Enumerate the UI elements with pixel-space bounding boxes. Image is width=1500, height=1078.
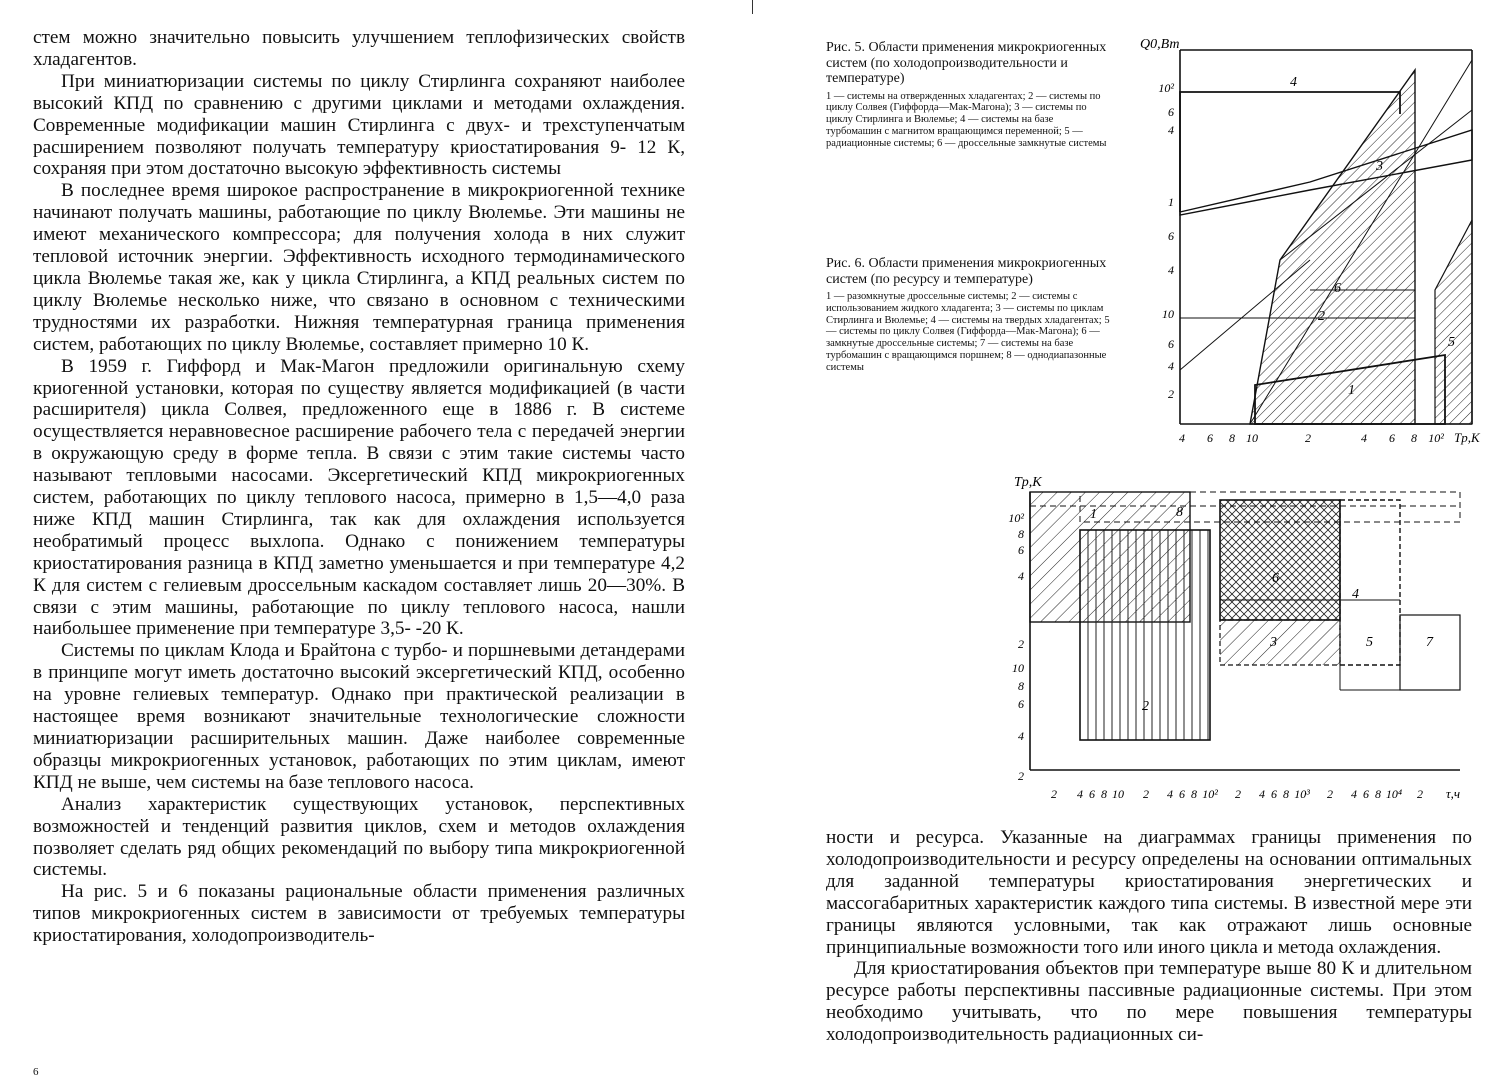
fig5-y-tick: 2 [1168, 387, 1174, 401]
fig6-x-tick: 6 [1271, 787, 1277, 801]
fig5-x-tick: 8 [1411, 431, 1417, 445]
fig6-x-tick: 8 [1283, 787, 1289, 801]
fig6-y-tick: 8 [1018, 527, 1024, 541]
figure-5-diagram [1130, 30, 1500, 450]
fig5-y-tick: 6 [1168, 337, 1174, 351]
fig5-y-ticks [1158, 81, 1174, 401]
fig6-x-tick: 2 [1051, 787, 1057, 801]
fig6-x-tick: 10³ [1294, 787, 1310, 801]
fig6-y-tick: 8 [1018, 679, 1024, 693]
fig5-y-tick: 10² [1158, 81, 1174, 95]
fig6-label-1: 1 [1090, 507, 1097, 522]
fig5-y-tick: 10 [1162, 307, 1174, 321]
fig5-x-tick: 4 [1361, 431, 1367, 445]
fig6-region-3 [1220, 620, 1340, 665]
fig6-label-3: 3 [1270, 635, 1277, 650]
fig6-y-tick: 6 [1018, 543, 1024, 557]
fig5-label-5: 5 [1448, 335, 1455, 350]
fig5-x-tick: 10² [1428, 431, 1444, 445]
paragraph: Для криостатирования объектов при температуре выше 80 К и длительном ресурсе работы перспективны пассивные радиационные системы. При этом необходимо учитывать, что по мере повышения температуры холодопроизводительность радиационных си- [826, 958, 1472, 1046]
figure-5-caption-legend: 1 — системы на отвержденных хладагентах; 2 — системы по циклу Солвея (Гиффорда—Мак-Магона); 3 — системы по циклу Стирлинга и Вюлемье; 4 — системы на базе турбомашин с магнитом вращающимся переменной; 5 — радиационные системы; 6 — дроссельные замкнутые системы [826, 90, 1107, 149]
paragraph: стем можно значительно повысить улучшением теплофизических свойств хладагентов. [33, 27, 685, 70]
paragraph: Анализ характеристик существующих установок, перспективных возможностей и тенденций развития циклов, схем и методов охлаждения позволяет сделать ряд общих рекомендаций по выбору типа микрокриогенной системы. [33, 793, 685, 881]
fig6-x-tick: 6 [1089, 787, 1095, 801]
fig6-region-6 [1220, 500, 1340, 620]
paragraph: В 1959 г. Гиффорд и Мак-Магон предложили оригинальную схему криогенной установки, которая по существу является модификацией (в части расширителя) цикла Солвея, предложенного еще в 1886 г. В системе осуществляется неравновесное расширение рабочего тела с передачей энергии в окружающую среду в форме тепла. В связи с этим такие системы часто называют тепловыми насосами. Эксергетический КПД микрокриогенных систем, работающих по циклу теплового насоса, примерно в 1,5—4,0 раза ниже КПД машин Стирлинга, так как для охлаждения используется необратимый процесс выхлопа. Однако с понижением температуры криостатирования разница в КПД заметно уменьшается и при температуре 4,2 К для систем с гелиевым дроссельным каскадом составляет лишь 20—30%. В связи с этим машины, работающие по циклу теплового насоса, нашли наибольшее применение при температуре 3,5- -20 К. [33, 355, 685, 640]
fig6-label-7: 7 [1426, 635, 1433, 650]
fig5-x-axis-label: Tp,K [1454, 430, 1480, 445]
fig6-x-tick: 4 [1259, 787, 1265, 801]
fig6-x-tick: 6 [1363, 787, 1369, 801]
fig6-label-8: 8 [1176, 505, 1183, 520]
fig6-y-tick: 10 [1012, 661, 1024, 675]
fig6-y-axis-label: Tp,K [1014, 475, 1042, 490]
fig6-x-tick: 8 [1375, 787, 1381, 801]
fig6-y-tick: 4 [1018, 569, 1024, 583]
fig6-x-tick: 10⁴ [1385, 787, 1403, 801]
right-body-text [826, 827, 1472, 1046]
figure-6-caption-legend: 1 — разомкнутые дроссельные системы; 2 — системы с использованием жидкого хладагента; 3 — системы по циклам Стирлинга и Вюлемье; 4 — системы на твердых хладагентах; 5 — системы по циклу Солвея (Гиффорда—Мак-Магона); 6 — замкнутые дроссельные системы; 7 — системы на базе турбомашин с вращающимся поршнем; 8 — однодиапазонные системы [826, 291, 1110, 373]
paragraph: В последнее время широкое распространение в микрокриогенной технике начинают получать машины, работающие по циклу Вюлемье. Эти машины не имеют механического компрессора; для получения холода в них служит тепловой источник энергии. Эффективность исходного термодинамического цикла Вюлемье такая же, как у цикла Стирлинга, а КПД реальных систем по циклу Вюлемье несколько ниже, что связано в основном с техническими трудностями их разработки. Нижняя температурная граница применения систем, работающих по циклу Вюлемье, составляет примерно 10 К. [33, 180, 685, 355]
fig5-y-tick: 4 [1168, 263, 1174, 277]
fig6-x-ticks [1051, 787, 1423, 801]
paragraph: Системы по циклам Клода и Брайтона с турбо- и поршневыми детандерами в принципе могут иметь достаточно высокий эксергетический КПД, особенно на уровне гелиевых температур. Однако при практической реализации в настоящее время возникают значительные технологические сложности миниатюризации расширительных машин. Даже наиболее современные образцы микрокриогенных установок, работающих по этим циклам, имеют КПД не выше, чем системы на базе теплового насоса. [33, 640, 685, 793]
fig5-x-tick: 4 [1179, 431, 1185, 445]
fig6-x-tick: 2 [1235, 787, 1241, 801]
fig6-x-tick: 10 [1112, 787, 1124, 801]
fig5-y-axis-label: Q0,Вт [1140, 37, 1180, 52]
fig6-y-tick: 2 [1018, 769, 1024, 783]
page-footer-mark: 6 [33, 1066, 39, 1078]
fig5-x-tick: 10 [1246, 431, 1258, 445]
fig6-y-tick: 10² [1008, 511, 1024, 525]
fig6-label-6: 6 [1272, 571, 1279, 586]
fig6-regions [1030, 492, 1460, 740]
fig5-y-tick: 1 [1168, 195, 1174, 209]
left-body-text [33, 27, 685, 947]
fig6-x-tick: 2 [1327, 787, 1333, 801]
fig5-region-5 [1435, 220, 1472, 424]
fig6-x-tick: 2 [1143, 787, 1149, 801]
fig5-label-1: 1 [1348, 383, 1355, 398]
fig5-y-tick: 6 [1168, 105, 1174, 119]
fig6-x-tick: 6 [1179, 787, 1185, 801]
fig5-x-ticks [1179, 431, 1444, 445]
figure-6-caption-title: Рис. 6. Области применения микрокриогенных систем (по ресурсу и температуре) [826, 256, 1107, 287]
fig6-y-tick: 2 [1018, 637, 1024, 651]
fig5-label-6: 6 [1334, 281, 1341, 296]
fig5-label-3: 3 [1376, 159, 1383, 174]
paragraph: При миниатюризации системы по циклу Стирлинга сохраняют наиболее высокий КПД по сравнению с другими циклами и методами охлаждения. Современные модификации машин Стирлинга с двух- и трехступенчатым расширением позволяют получать температуру криостатирования 9- 12 К, сохраняя при этом достаточно высокую эффективность системы [33, 70, 685, 180]
fig6-x-axis-label: τ,ч [1446, 786, 1461, 801]
fig5-x-tick: 6 [1207, 431, 1213, 445]
fig6-region-7 [1400, 615, 1460, 690]
gutter-mark [752, 0, 753, 14]
figure-5-caption-title: Рис. 5. Области применения микрокриогенных систем (по холодопроизводительности и температуре) [826, 40, 1107, 86]
figure-5-caption [826, 40, 1111, 149]
fig5-y-tick: 6 [1168, 229, 1174, 243]
fig5-region-6 [1250, 70, 1415, 424]
right-page [760, 0, 1500, 1078]
fig6-x-tick: 4 [1077, 787, 1083, 801]
fig6-label-4: 4 [1352, 587, 1359, 602]
fig5-x-tick: 8 [1229, 431, 1235, 445]
fig6-x-tick: 2 [1417, 787, 1423, 801]
fig6-x-tick: 4 [1167, 787, 1173, 801]
paragraph: На рис. 5 и 6 показаны рациональные области применения различных типов микрокриогенных систем в зависимости от требуемых температуры криостатирования, холодопроизводитель- [33, 881, 685, 947]
fig6-label-2: 2 [1142, 699, 1149, 714]
fig6-x-tick: 8 [1191, 787, 1197, 801]
fig6-x-tick: 10² [1202, 787, 1218, 801]
fig5-y-tick: 4 [1168, 359, 1174, 373]
left-page [0, 0, 745, 1078]
fig6-y-tick: 4 [1018, 729, 1024, 743]
fig6-y-tick: 6 [1018, 697, 1024, 711]
fig6-y-ticks [1008, 511, 1024, 783]
fig5-y-tick: 4 [1168, 123, 1174, 137]
paragraph: ности и ресурса. Указанные на диаграммах границы применения по холодопроизводительности и ресурсу определены на основании оптимальных для заданной температуры криостатирования энергетических и массогабаритных характеристик каждого типа системы. В известной мере эти границы являются условными, так как отражают лишь основные принципиальные возможности того или иного цикла и метода охлаждения. [826, 827, 1472, 958]
fig5-label-4: 4 [1290, 75, 1297, 90]
fig5-x-tick: 6 [1389, 431, 1395, 445]
fig6-x-tick: 8 [1101, 787, 1107, 801]
fig5-label-2: 2 [1318, 309, 1325, 324]
figure-6-diagram [980, 470, 1480, 815]
fig6-label-5: 5 [1366, 635, 1373, 650]
figure-6-caption [826, 256, 1116, 374]
fig5-x-tick: 2 [1305, 431, 1311, 445]
fig6-x-tick: 4 [1351, 787, 1357, 801]
